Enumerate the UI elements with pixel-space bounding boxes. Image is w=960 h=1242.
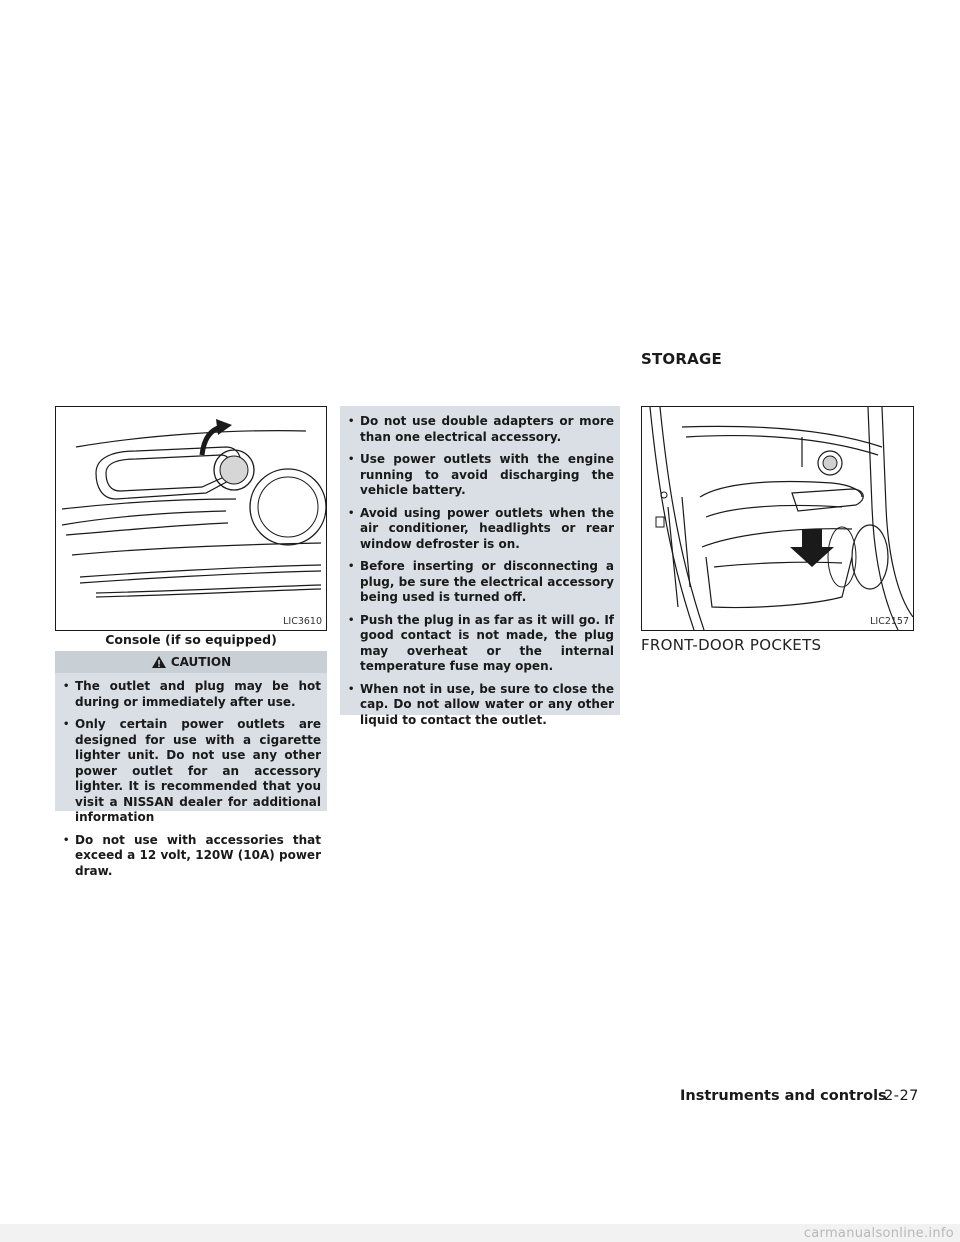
caution-item: • Use power outlets with the engine running to avoid discharging the vehicle battery. bbox=[348, 452, 614, 499]
figure-code: LIC2157 bbox=[870, 616, 909, 627]
chapter-title: Instruments and controls bbox=[680, 1088, 887, 1104]
warning-icon bbox=[151, 655, 167, 669]
door-drawing bbox=[642, 407, 913, 630]
figure-code: LIC3610 bbox=[283, 616, 322, 627]
caution-item: • Do not use with accessories that exceed a 12 volt, 120W (10A) power draw. bbox=[63, 833, 321, 880]
caution-item: • The outlet and plug may be hot during or immediately after use. bbox=[63, 679, 321, 710]
caution-label: CAUTION bbox=[170, 655, 232, 669]
caution-item: • Only certain power outlets are designed for use with a cigarette lighter unit. Do not use any other power outlet for an accessory lighter. It is recommended that you visit a NISSAN dealer for additional information bbox=[63, 717, 321, 826]
console-illustration bbox=[55, 406, 327, 631]
watermark bbox=[0, 1224, 960, 1242]
caution-header bbox=[55, 651, 327, 673]
caution-list-right bbox=[340, 406, 620, 743]
figure-caption: Console (if so equipped) bbox=[105, 632, 277, 647]
caution-item: • Avoid using power outlets when the air conditioner, headlights or rear window defroster is on. bbox=[348, 506, 614, 553]
down-arrow-icon bbox=[790, 529, 834, 567]
caution-item: • When not in use, be sure to close the cap. Do not allow water or any other liquid to contact the outlet. bbox=[348, 682, 614, 729]
caution-list-left bbox=[55, 673, 327, 894]
caution-item: • Do not use double adapters or more than one electrical accessory. bbox=[348, 414, 614, 445]
console-drawing bbox=[56, 407, 326, 630]
caution-box-continued bbox=[340, 406, 620, 727]
section-heading: STORAGE bbox=[641, 350, 722, 368]
page-number: 2-27 bbox=[884, 1088, 919, 1104]
door-pocket-illustration bbox=[641, 406, 914, 631]
caution-item: • Before inserting or disconnecting a plug, be sure the electrical accessory being used is turned off. bbox=[348, 559, 614, 606]
caution-box bbox=[55, 651, 327, 878]
figure-caption: FRONT-DOOR POCKETS bbox=[641, 636, 822, 654]
watermark-text: carmanualsonline.info bbox=[803, 1225, 954, 1241]
caution-item: • Push the plug in as far as it will go. If good contact is not made, the plug may overheat or the internal temperature fuse may open. bbox=[348, 613, 614, 675]
